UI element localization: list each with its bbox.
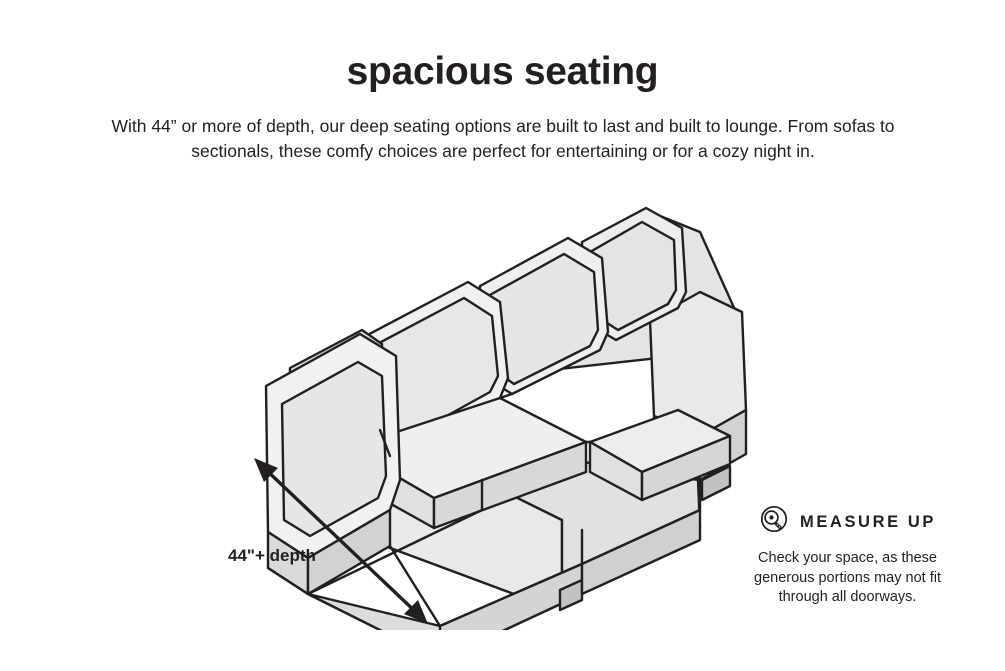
measure-up-header [720, 505, 975, 540]
depth-dimension-label: 44"+ depth [228, 546, 316, 565]
measure-up-callout [720, 505, 975, 608]
measure-up-body-line-1: Check your space, as these [758, 550, 937, 566]
description-text: With 44” or more of depth, our deep seating options are built to last and built to lounge. From sofas to sectionals, these comfy choices are perfect for entertaining or for a cozy night in. [111, 116, 895, 161]
measure-up-body-line-2: generous portions may not fit [754, 569, 941, 586]
tape-measure-icon [759, 505, 789, 540]
measure-up-title: MEASURE UP [799, 513, 936, 531]
page-title: spacious seating [346, 50, 659, 93]
measure-up-body-line-3: through all doorways. [778, 589, 917, 606]
measure-up-body [720, 549, 975, 608]
